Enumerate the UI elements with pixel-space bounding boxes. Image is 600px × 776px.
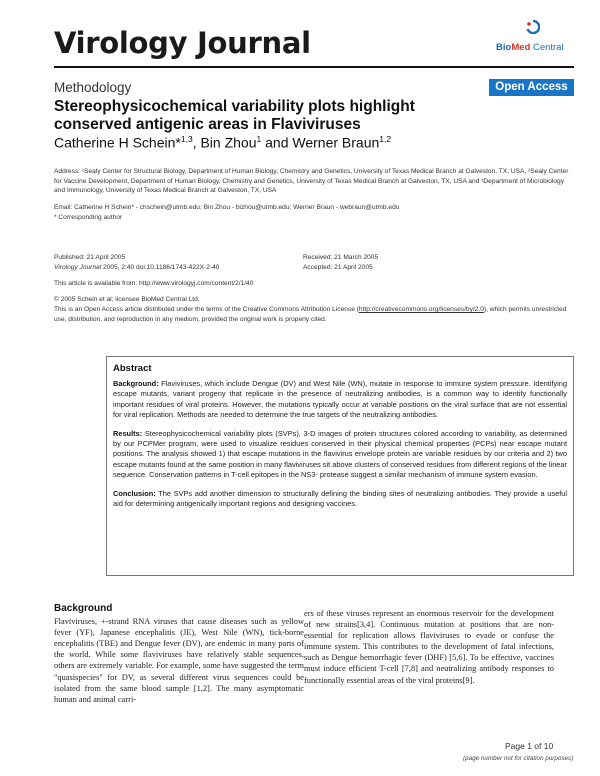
affiliation-sup: 1,2 xyxy=(379,134,392,144)
biomed-central-logo xyxy=(496,20,576,60)
body-paragraph: ers of these viruses represent an enormous reservoir for the development of new strains[3,4]. Continuous mutation at positions that are non-essential for replication allows flaviviruses to evade or confuse the immune system. This contributes to the development of fatal infections, such as Dengue hemorrhagic fever (DHF) [5,6]. To be effective, vaccines must induce efficient T-cell [7,8] and neutralizing antibody responses to functionally essential areas of the viral proteins[9]. xyxy=(304,609,554,685)
published-date: Published: 21 April 2005 xyxy=(54,254,126,261)
author-name: and Werner Braun xyxy=(261,134,380,151)
affiliation-sup: 1,3 xyxy=(180,134,193,144)
abstract-box xyxy=(106,356,574,576)
copyright-line: © 2005 Schein et al; licensee BioMed Central Ltd. xyxy=(54,296,200,303)
biomed-logo-icon xyxy=(526,20,540,34)
body-column-right xyxy=(304,608,554,686)
license-link[interactable]: http://creativecommons.org/licenses/by/2.0 xyxy=(358,306,484,313)
section-heading-background: Background xyxy=(54,603,113,614)
journal-title: Virology Journal xyxy=(54,26,311,60)
author-name: Catherine H Schein* xyxy=(54,134,181,151)
logo-text: BioMed Central xyxy=(496,42,564,53)
abstract-results: Results: Stereophysicochemical variability plots (SVPs), 3-D images of protein structures colored according to variability, as determined by our PCPMer program, were used to visualize residues conserved in their physical chemical properties (PCPs) near escape mutant positions. The analysis showed 1) that escape mutations in the flavivirus envelope protein are variable residues by our criteria and 2) two escape mutants found at the same position in many flaviviruses sit above clusters of conserved residues from different regions of the linear sequence. Conservation patterns in T-cell epitopes in the NS3- protease suggest a similar mechanism of immune system evasion. xyxy=(113,428,567,480)
accepted-date: Accepted: 21 April 2005 xyxy=(303,263,373,271)
article-title: Stereophysicochemical variability plots highlight conserved antigenic areas in Flaviviruses xyxy=(54,98,415,133)
affiliation-address: Address: ¹Sealy Center for Structural Biology, Department of Human Biology, Chemistry and Genetics, University of Texas Medical Branch at Galveston, TX, USA, ²Sealy Center for Vaccine Development, Department of Human Biology, Chemistry and Genetics, University of Texas Medical Branch at Galveston, TX, USA and ³Department of Microbiology and Immunology, University of Texas Medical Branch at Galveston, TX, USA xyxy=(54,168,569,195)
open-access-badge: Open Access xyxy=(489,79,574,96)
citation: Virology Journal 2005, 2:40 doi:10.1186/1743-422X-2-40 xyxy=(54,263,220,271)
article-type: Methodology xyxy=(54,80,132,95)
affiliation-sup: 1 xyxy=(256,134,262,144)
author-name: , Bin Zhou xyxy=(192,134,257,151)
received-accepted xyxy=(303,253,543,272)
abstract-heading: Abstract xyxy=(113,363,152,374)
author-emails: Email: Catherine H Schein* - chschein@utmb.edu; Bin Zhou - bizhou@utmb.edu; Werner Braun - webraun@utmb.edu xyxy=(54,204,400,211)
header-rule xyxy=(54,66,574,68)
author-list xyxy=(54,134,391,151)
page-number: Page 1 of 10 xyxy=(505,741,554,751)
license-text: This is an Open Access article distributed under the terms of the Creative Commons Attribution License (http://creativecommons.org/licenses/by/2.0), which permits unrestricted use, distribution, and reproduction in any medium, provided the original work is properly cited. xyxy=(54,306,567,323)
email-block xyxy=(54,203,574,222)
received-date: Received: 21 March 2005 xyxy=(303,254,379,261)
abstract-background: Background: Flaviviruses, which include Dengue (DV) and West Nile (WN), mutate in response to immune system pressure. Identifying escape mutants, variant progeny that replicate in the presence of neutralizing antibodies, is a common way to identify functionally important residues of viral proteins. However, the mutations typically occur at variable positions on the viral surface that are not essential for viral replication. Methods are needed to determine the true targets of the neutralizing antibodies. xyxy=(113,379,567,420)
abstract-conclusion: Conclusion: The SVPs add another dimension to structurally defining the binding sites of neutralizing antibodies. They provide a useful aid for determining antigenically important regions and designing vaccines. xyxy=(113,488,567,509)
availability-url[interactable]: This article is available from: http://www.virologyj.com/content/2/1/40 xyxy=(54,280,254,287)
corresponding-author-note: * Corresponding author xyxy=(54,213,123,221)
body-paragraph: Flaviviruses, +-strand RNA viruses that cause diseases such as yellow fever (YF), Japanese encephalitis (JE), West Nile (WN), tick-borne encephalitis (TBE) and Dengue fever (DV), are endemic in many parts of the world. While some flaviviruses have relatively stable sequences, others are extremely variable. For example, some have suggested the term "quasispecies" for DV, as several different virus sequences could be isolated from the same blood sample [1,2]. The many asymptomatic human and animal carri- xyxy=(54,617,304,704)
page-number-note: (page number not for citation purposes) xyxy=(463,755,574,762)
publication-info xyxy=(54,253,294,272)
body-column-left xyxy=(54,603,304,705)
